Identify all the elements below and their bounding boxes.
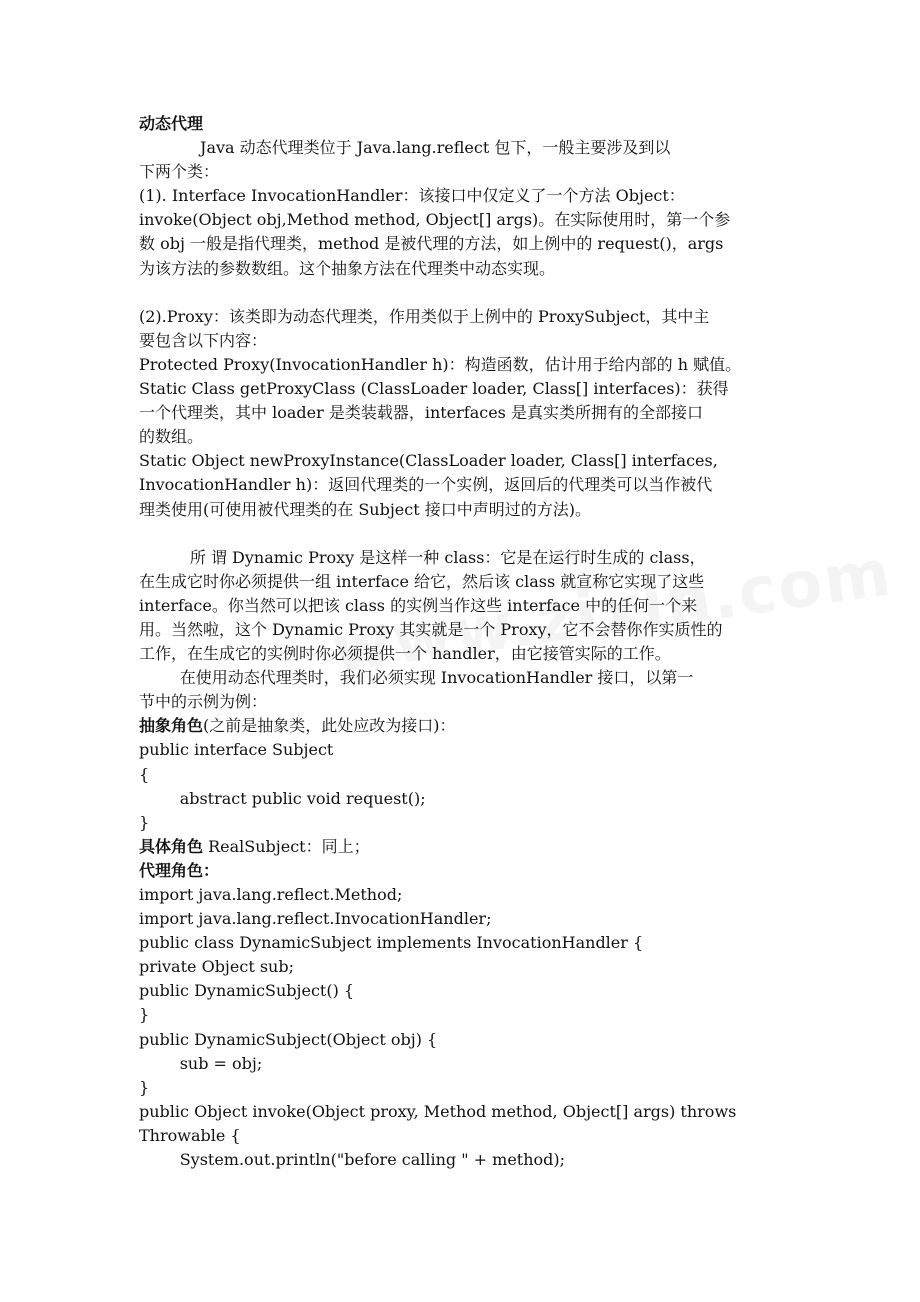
code-line: abstract public void request(); [139, 788, 426, 808]
intro-paragraph [139, 136, 787, 184]
text-line: 要包含以下内容： [139, 330, 268, 350]
text-line: 在生成它时你必须提供一组 interface 给它，然后该 class 就宣称它实现了这些 [139, 571, 705, 591]
real-role-label: 具体角色 [139, 836, 204, 856]
abstract-role-line [139, 714, 787, 738]
text-line: 工作，在生成它的实例时你必须提供一个 handler，由它接管实际的工作。 [139, 644, 671, 664]
proxy-code-block [139, 883, 787, 1172]
abstract-role-label: 抽象角色 [139, 716, 204, 736]
section-heading: 动态代理 [139, 114, 204, 133]
text-line: (2).Proxy：该类即为动态代理类，作用类似于上例中的 ProxySubject，其中主 [139, 306, 710, 326]
item-2-paragraph [139, 305, 787, 522]
text-line: invoke(Object obj,Method method, Object[] args)。在实际使用时，第一个参 [139, 210, 731, 230]
text-line: 所 谓 Dynamic Proxy 是这样一种 class：它是在运行时生成的 class， [139, 547, 706, 567]
document-body [139, 112, 787, 1172]
text-line: 在使用动态代理类时，我们必须实现 InvocationHandler 接口，以第一 [139, 668, 694, 688]
text-line: 节中的示例为例： [139, 692, 268, 712]
code-line: import java.lang.reflect.InvocationHandler; [139, 909, 492, 929]
code-line: public interface Subject [139, 740, 334, 760]
code-line: System.out.println("before calling " + method); [139, 1150, 566, 1170]
dynamic-proxy-paragraph [139, 546, 787, 715]
text-line: 理类使用(可使用被代理类的在 Subject 接口中声明过的方法)。 [139, 499, 591, 519]
item-1-paragraph [139, 184, 787, 280]
text-line: 数 obj 一般是指代理类，method 是被代理的方法，如上例中的 request()，args [139, 234, 724, 254]
text-line: 一个代理类，其中 loader 是类装载器，interfaces 是真实类所拥有的全部接口 [139, 403, 703, 423]
proxy-role-label: 代理角色： [139, 860, 220, 880]
code-line: public Object invoke(Object proxy, Method method, Object[] args) throws [139, 1101, 737, 1121]
text-line: (1). Interface InvocationHandler：该接口中仅定义了一个方法 Object： [139, 186, 685, 206]
text-line: Static Class getProxyClass (ClassLoader loader, Class[] interfaces)：获得 [139, 379, 729, 399]
code-line: public class DynamicSubject implements InvocationHandler { [139, 933, 644, 953]
real-role-line [139, 835, 787, 859]
code-line: public DynamicSubject(Object obj) { [139, 1029, 438, 1049]
code-line: { [139, 764, 150, 784]
text-line: Java 动态代理类位于 Java.lang.reflect 包下，一般主要涉及到以 [139, 138, 671, 158]
spacer [139, 522, 787, 546]
text-line: 下两个类： [139, 162, 220, 182]
spacer [139, 281, 787, 305]
text-line: 为该方法的参数数组。这个抽象方法在代理类中动态实现。 [139, 258, 556, 278]
code-line: sub = obj; [139, 1053, 263, 1073]
text-line: 用。当然啦，这个 Dynamic Proxy 其实就是一个 Proxy，它不会替你作实质性的 [139, 619, 723, 639]
code-line: public DynamicSubject() { [139, 981, 355, 1001]
abstract-role-note: (之前是抽象类，此处应改为接口)： [203, 716, 456, 736]
text-line: Protected Proxy(InvocationHandler h)：构造函数，估计用于给内部的 h 赋值。 [139, 354, 742, 374]
code-line: import java.lang.reflect.Method; [139, 885, 403, 904]
code-line: } [139, 1005, 150, 1025]
text-line: interface。你当然可以把该 class 的实例当作这些 interface 中的任何一个来 [139, 595, 698, 615]
abstract-code-block [139, 738, 787, 834]
text-line: Static Object newProxyInstance(ClassLoader loader, Class[] interfaces, [139, 451, 718, 471]
real-role-note: RealSubject：同上； [203, 836, 370, 856]
text-line: 的数组。 [139, 427, 204, 447]
code-line: } [139, 812, 150, 832]
code-line: private Object sub; [139, 957, 294, 977]
text-line: InvocationHandler h)：返回代理类的一个实例，返回后的代理类可以当作被代 [139, 475, 713, 495]
code-line: Throwable { [139, 1125, 241, 1145]
code-line: } [139, 1077, 150, 1097]
